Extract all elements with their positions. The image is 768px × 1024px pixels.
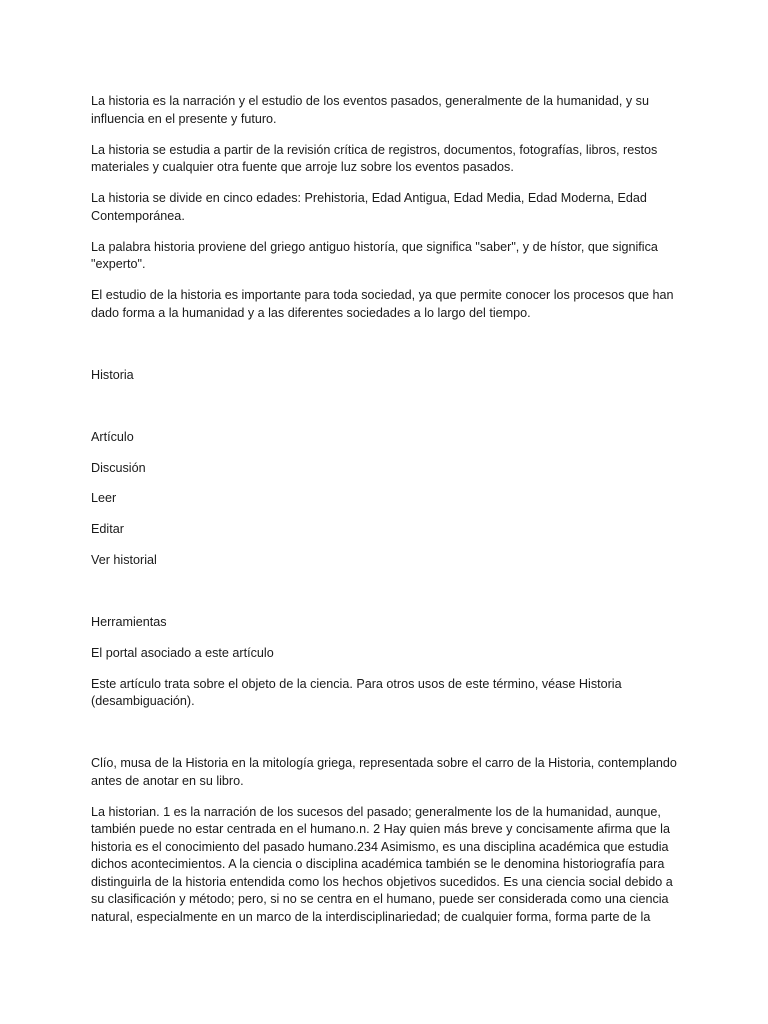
nav-item-articulo: Artículo xyxy=(91,430,134,444)
nav-item-editar: Editar xyxy=(91,522,124,537)
intro-paragraph-5: El estudio de la historia es importante para toda sociedad, ya que permite conocer los procesos que han dado forma a la humanidad y a las diferentes sociedades a lo largo del tiempo. xyxy=(91,288,674,320)
intro-paragraph-3: La historia se divide en cinco edades: Prehistoria, Edad Antigua, Edad Media, Edad Moderna, Edad Contemporánea. xyxy=(91,191,647,223)
portal-line: El portal asociado a este artículo xyxy=(91,645,274,660)
tools-label: Herramientas xyxy=(91,615,167,630)
document-page xyxy=(91,93,683,926)
intro-paragraph-4: La palabra historia proviene del griego antiguo historía, que significa "saber", y de hístor, que significa "experto". xyxy=(91,239,658,271)
article-heading: Historia xyxy=(91,367,134,382)
body-paragraph: La historian. 1 es la narración de los sucesos del pasado; generalmente los de la humanidad, aunque, también puede no estar centrada en el humano.n. 2 Hay quien más breve y concisamente afirma que la historia es el conocimiento del pasado humano.234 Asimismo, es una disciplina académica que estudia dichos acontecimientos. A la ciencia o disciplina académica también se le denomina historiografía para distinguirla de la historia entendida como los hechos objetivos sucedidos. Es una ciencia social debido a su clasificación y método; pero, si no se centra en el humano, puede ser considerada como una ciencia natural, especialmente en un marco de la interdisciplinariedad; de cualquier forma, forma parte de la xyxy=(91,804,673,924)
disambiguation-note: Este artículo trata sobre el objeto de la ciencia. Para otros usos de este término, véase Historia (desambiguación). xyxy=(91,676,622,709)
intro-paragraph-2: La historia se estudia a partir de la revisión crítica de registros, documentos, fotografías, libros, restos materiales y cualquier otra fuente que arroje luz sobre los eventos pasados. xyxy=(91,142,658,174)
nav-item-discusion: Discusión xyxy=(91,460,146,475)
nav-item-ver-historial: Ver historial xyxy=(91,552,157,567)
image-caption: Clío, musa de la Historia en la mitología griega, representada sobre el carro de la Historia, contemplando antes de anotar en su libro. xyxy=(91,756,677,788)
intro-paragraph-1: La historia es la narración y el estudio de los eventos pasados, generalmente de la humanidad, y su influencia en el presente y futuro. xyxy=(91,94,649,126)
nav-item-leer: Leer xyxy=(91,491,117,506)
